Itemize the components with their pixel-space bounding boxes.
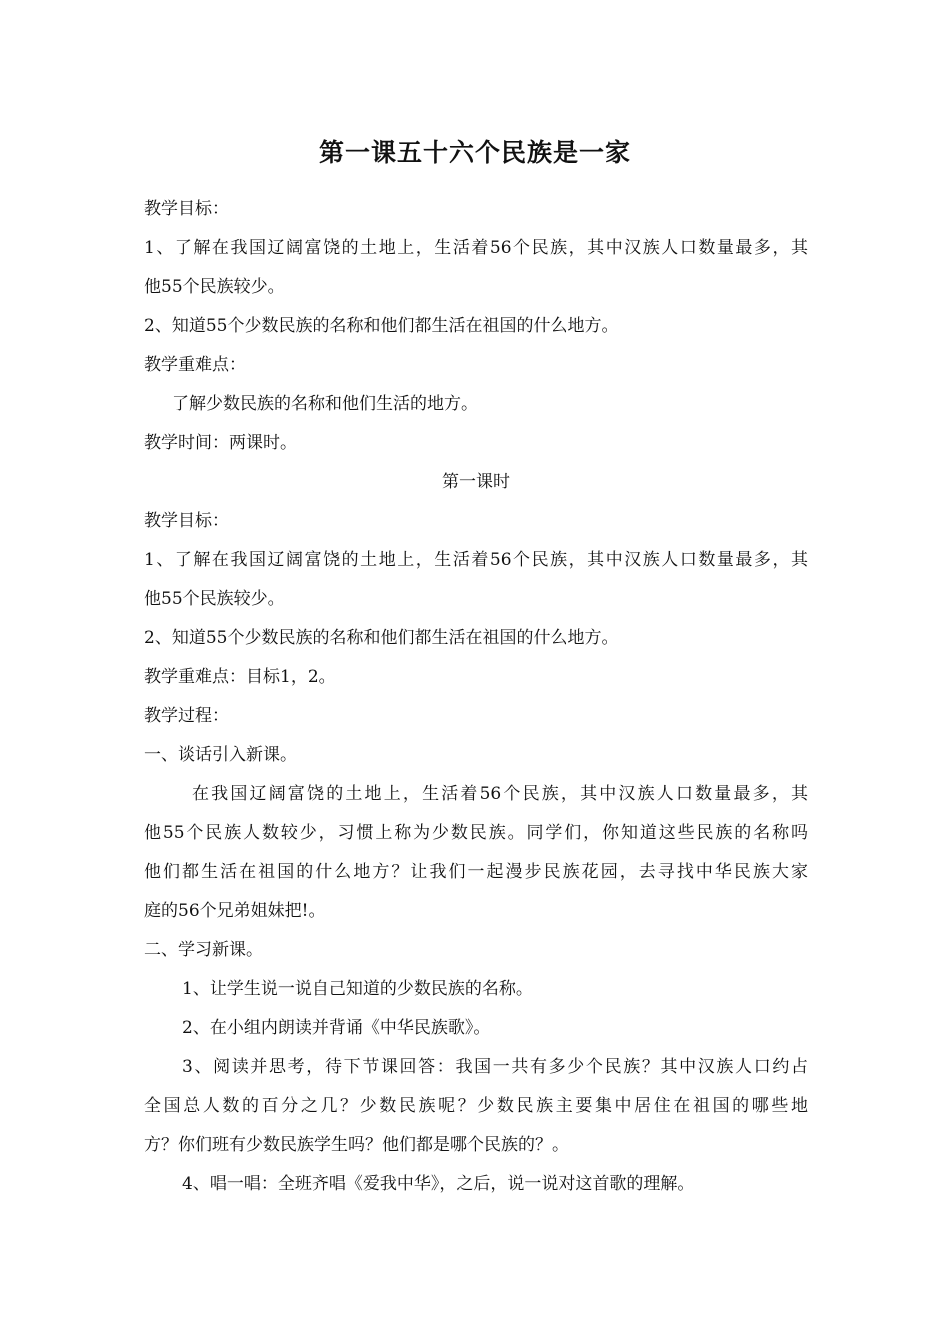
intro-paragraph-line-3: 他们都生活在祖国的什么地方？让我们一起漫步民族花园，去寻找中华民族大家 xyxy=(144,862,808,882)
objective-1-line-1: 1、了解在我国辽阔富饶的土地上，生活着56个民族，其中汉族人口数量最多，其 xyxy=(144,238,808,258)
intro-paragraph-line-1: 在我国辽阔富饶的土地上，生活着56个民族，其中汉族人口数量最多，其 xyxy=(192,784,808,804)
section-heading-process: 教学过程： xyxy=(144,706,229,726)
objective-2: 2、知道55个少数民族的名称和他们都生活在祖国的什么地方。 xyxy=(144,316,619,336)
activity-4: 4、唱一唱：全班齐唱《爱我中华》，之后，说一说对这首歌的理解。 xyxy=(182,1174,695,1194)
activity-2: 2、在小组内朗读并背诵《中华民族歌》。 xyxy=(182,1018,491,1038)
intro-paragraph-line-2: 他55个民族人数较少，习惯上称为少数民族。同学们，你知道这些民族的名称吗 xyxy=(144,823,808,843)
teaching-time: 教学时间：两课时。 xyxy=(144,433,297,453)
objective-1b-line-2: 他55个民族较少。 xyxy=(144,589,285,609)
objective-1-line-2: 他55个民族较少。 xyxy=(144,277,285,297)
key-points-text: 了解少数民族的名称和他们生活的地方。 xyxy=(172,394,478,414)
key-points-2: 教学重难点：目标1，2。 xyxy=(144,667,336,687)
activity-3-line-2: 全国总人数的百分之几？少数民族呢？少数民族主要集中居住在祖国的哪些地 xyxy=(144,1096,808,1116)
section-heading-objectives: 教学目标： xyxy=(144,199,229,219)
activity-1: 1、让学生说一说自己知道的少数民族的名称。 xyxy=(182,979,533,999)
document-title: 第一课五十六个民族是一家 xyxy=(318,138,631,167)
activity-3-line-3: 方？你们班有少数民族学生吗？他们都是哪个民族的？。 xyxy=(144,1135,569,1155)
activity-3-line-1: 3、阅读并思考，待下节课回答：我国一共有多少个民族？其中汉族人口约占 xyxy=(182,1057,808,1077)
step-1-heading: 一、谈话引入新课。 xyxy=(144,745,297,765)
objective-1b-line-1: 1、了解在我国辽阔富饶的土地上，生活着56个民族，其中汉族人口数量最多，其 xyxy=(144,550,808,570)
intro-paragraph-line-4: 庭的56个兄弟姐妹把!。 xyxy=(144,901,326,921)
lesson-heading: 第一课时 xyxy=(442,472,510,492)
document-body xyxy=(144,190,808,1204)
objective-2b: 2、知道55个少数民族的名称和他们都生活在祖国的什么地方。 xyxy=(144,628,619,648)
section-heading-key-points: 教学重难点： xyxy=(144,355,246,375)
section-heading-objectives-2: 教学目标： xyxy=(144,511,229,531)
step-2-heading: 二、学习新课。 xyxy=(144,940,263,960)
